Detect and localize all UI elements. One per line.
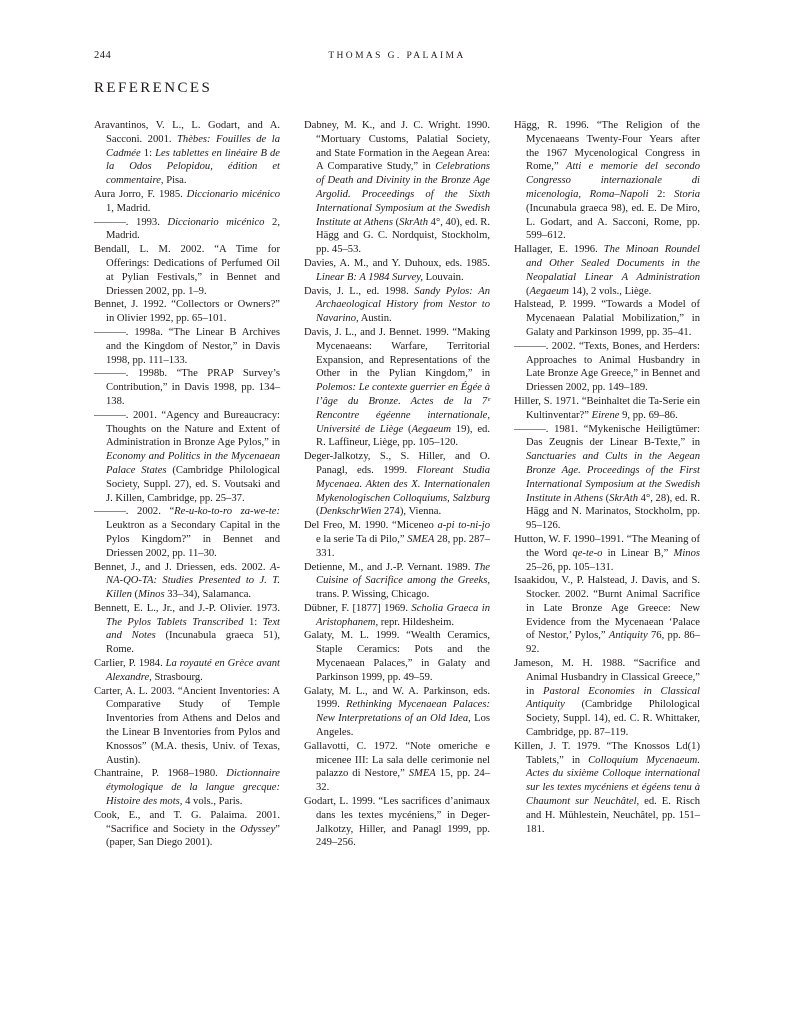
reference-entry: Davis, J. L., ed. 1998. Sandy Pylos: An Archaeological History from Nestor to Navarino, Austin.: [304, 285, 490, 325]
reference-entry: Deger-Jalkotzy, S., S. Hiller, and O. Panagl, eds. 1999. Floreant Studia Mycenaea. Akten des X. Internationalen Mykenologischen Colloquiums, Salzburg (DenkschrWien 274), Vienna.: [304, 451, 490, 518]
reference-entry: Dübner, F. [1877] 1969. Scholia Graeca in Aristophanem, repr. Hildesheim.: [304, 602, 490, 628]
running-head: THOMAS G. PALAIMA: [328, 51, 466, 61]
reference-entry: Aura Jorro, F. 1985. Diccionario micénico 1, Madrid.: [94, 188, 280, 214]
reference-entry: ———. 2002. “Re-u-ko-to-ro za-we-te: Leuktron as a Secondary Capital in the Pylos Kingdom?” in Bennet and Driessen 2002, pp. 11–30.: [94, 506, 280, 559]
ref-column: [304, 119, 490, 850]
reference-entry: Bendall, L. M. 2002. “A Time for Offerings: Dedications of Perfumed Oil at Pylian Festivals,” in Bennet and Driessen 2002, pp. 1–9.: [94, 244, 280, 297]
ref-column: [94, 119, 280, 850]
reference-entry: Davis, J. L., and J. Bennet. 1999. “Making Mycenaeans: Warfare, Territorial Expansion, and Representations of the Other in the Pylian Kingdom,” in Polemos: Le contexte guerrier en Égée à l’âge du Bronze. Actes de la 7ᵉ Rencontre égéenne internationale, Université de Liège (Aegaeum 19), ed. R. Laffineur, Liège, pp. 105–120.: [304, 326, 490, 449]
reference-entry: ———. 2001. “Agency and Bureaucracy: Thoughts on the Nature and Extent of Administration in Bronze Age Pylos,” in Economy and Politics in the Mycenaean Palace States (Cambridge Philological Society, Suppl. 27), ed. S. Voutsaki and J. Killen, Cambridge, pp. 25–37.: [94, 409, 280, 504]
reference-entry: Halstead, P. 1999. “Towards a Model of Mycenaean Palatial Mobilization,” in Galaty and Parkinson 1999, pp. 35–41.: [514, 299, 700, 338]
section-title: REFERENCES: [94, 80, 213, 96]
reference-entry: Detienne, M., and J.-P. Vernant. 1989. The Cuisine of Sacrifice among the Greeks, trans. P. Wissing, Chicago.: [304, 561, 490, 601]
running-header: [94, 50, 700, 66]
reference-entry: Godart, L. 1999. “Les sacrifices d’animaux dans les textes mycéniens,” in Deger-Jalkotzy, Hiller, and Panagl 1999, pp. 249–256.: [304, 796, 490, 849]
reference-entry: Hägg, R. 1996. “The Religion of the Mycenaeans Twenty-Four Years after the 1967 Mycenological Congress in Rome,” Atti e memorie del secondo Congresso internazionale di micenologia, Roma–Napoli 2: Storia (Incunabula graeca 98), ed. E. De Miro, L. Godart, and A. Sacconi, Rome, pp. 599–612.: [514, 120, 700, 242]
reference-entry: Hiller, S. 1971. “Beinhaltet die Ta-Serie ein Kultinventar?” Eirene 9, pp. 69–86.: [514, 395, 700, 421]
page-number: 244: [94, 50, 112, 61]
reference-entry: Carter, A. L. 2003. “Ancient Inventories: A Comparative Study of Temple Inventories from Athens and Delos and the Linear B Inventories from Pylos and Knossos” (M.A. thesis, Univ. of Texas, Austin).: [94, 685, 280, 766]
reference-entry: Dabney, M. K., and J. C. Wright. 1990. “Mortuary Customs, Palatial Society, and State Formation in the Aegean Area: A Comparative Study,” in Celebrations of Death and Divinity in the Bronze Age Argolid. Proceedings of the Sixth International Symposium at the Swedish Institute at Athens (SkrAth 4°, 40), ed. R. Hägg and G. C. Nordquist, Stockholm, pp. 45–53.: [304, 120, 490, 256]
reference-entry: Cook, E., and T. G. Palaima. 2001. “Sacrifice and Society in the Odyssey” (paper, San Diego 2001).: [94, 809, 280, 849]
reference-entry: ———. 1981. “Mykenische Heiligtümer: Das Zeugnis der Linear B-Texte,” in Sanctuaries and Cults in the Aegean Bronze Age. Proceedings of the First International Symposium at the Swedish Institute in Athens (SkrAth 4°, 28), ed. R. Hägg and N. Marinatos, Stockholm, pp. 95–126.: [514, 423, 700, 532]
reference-entry: Bennet, J., and J. Driessen, eds. 2002. A-NA-QO-TA: Studies Presented to J. T. Killen (Minos 33–34), Salamanca.: [94, 561, 280, 601]
reference-entry: Aravantinos, V. L., L. Godart, and A. Sacconi. 2001. Thèbes: Fouilles de la Cadmée 1: Les tablettes en linéaire B de la Odos Pelopidou, édition et commentaire, Pisa.: [94, 120, 280, 187]
reference-entry: Killen, J. T. 1979. “The Knossos Ld(1) Tablets,” in Colloquium Mycenaeum. Actes du sixième Colloque international sur les textes mycéniens et égéens tenu à Chaumont sur Neuchâtel, ed. E. Risch and H. Mühlestein, Neuchâtel, pp. 151–181.: [514, 740, 700, 835]
reference-entry: ———. 1998a. “The Linear B Archives and the Kingdom of Nestor,” in Davis 1998, pp. 111–133.: [94, 326, 280, 366]
reference-entry: Chantraine, P. 1968–1980. Dictionnaire étymologique de la langue grecque: Histoire des mots, 4 vols., Paris.: [94, 768, 280, 808]
reference-entry: Galaty, M. L., and W. A. Parkinson, eds. 1999. Rethinking Mycenaean Palaces: New Interpretations of an Old Idea, Los Angeles.: [304, 685, 491, 739]
reference-entry: Del Freo, M. 1990. “Miceneo a-pi to-ni-jo e la serie Ta di Pilo,” SMEA 28, pp. 287–331.: [304, 520, 490, 559]
reference-entry: Jameson, M. H. 1988. “Sacrifice and Animal Husbandry in Classical Greece,” in Pastoral Economies in Classical Antiquity (Cambridge Philological Society, Suppl. 14), ed. C. R. Whittaker, Cambridge, pp. 87–119.: [514, 658, 700, 739]
reference-entry: ———. 2002. “Texts, Bones, and Herders: Approaches to Animal Husbandry in Late Bronze Age Greece,” in Bennet and Driessen 2002, pp. 149–189.: [514, 340, 700, 394]
reference-entry: Galaty, M. L. 1999. “Wealth Ceramics, Staple Ceramics: Pots and the Mycenaean Palaces,” in Galaty and Parkinson 1999, pp. 49–59.: [304, 630, 490, 683]
reference-entry: Isaakidou, V., P. Halstead, J. Davis, and S. Stocker. 2002. “Burnt Animal Sacrifice in Late Bronze Age Greece: New Evidence from the Mycenaean ‘Palace of Nestor,’ Pylos,” Antiquity 76, pp. 86–92.: [514, 575, 700, 656]
reference-entry: Carlier, P. 1984. La royauté en Grèce avant Alexandre, Strasbourg.: [94, 658, 280, 683]
reference-entry: Bennett, E. L., Jr., and J.-P. Olivier. 1973. The Pylos Tablets Transcribed 1: Text and Notes (Incunabula graeca 51), Rome.: [94, 602, 281, 656]
reference-entry: Hutton, W. F. 1990–1991. “The Meaning of the Word qe-te-o in Linear B,” Minos 25–26, pp. 105–131.: [514, 533, 700, 573]
references-section: [94, 119, 700, 850]
ref-column: [514, 119, 700, 836]
reference-entry: Bennet, J. 1992. “Collectors or Owners?” in Olivier 1992, pp. 65–101.: [94, 299, 280, 325]
reference-entry: ———. 1993. Diccionario micénico 2, Madrid.: [94, 216, 280, 242]
reference-entry: Gallavotti, C. 1972. “Note omeriche e micenee III: La sala delle cerimonie nel palazzo di Nestore,” SMEA 15, pp. 24–32.: [304, 740, 491, 794]
reference-entry: Davies, A. M., and Y. Duhoux, eds. 1985. Linear B: A 1984 Survey, Louvain.: [304, 257, 490, 283]
reference-entry: ———. 1998b. “The PRAP Survey’s Contribution,” in Davis 1998, pp. 134–138.: [94, 368, 280, 407]
reference-entry: Hallager, E. 1996. The Minoan Roundel and Other Sealed Documents in the Neopalatial Linear A Administration (Aegaeum 14), 2 vols., Liège.: [514, 244, 700, 297]
